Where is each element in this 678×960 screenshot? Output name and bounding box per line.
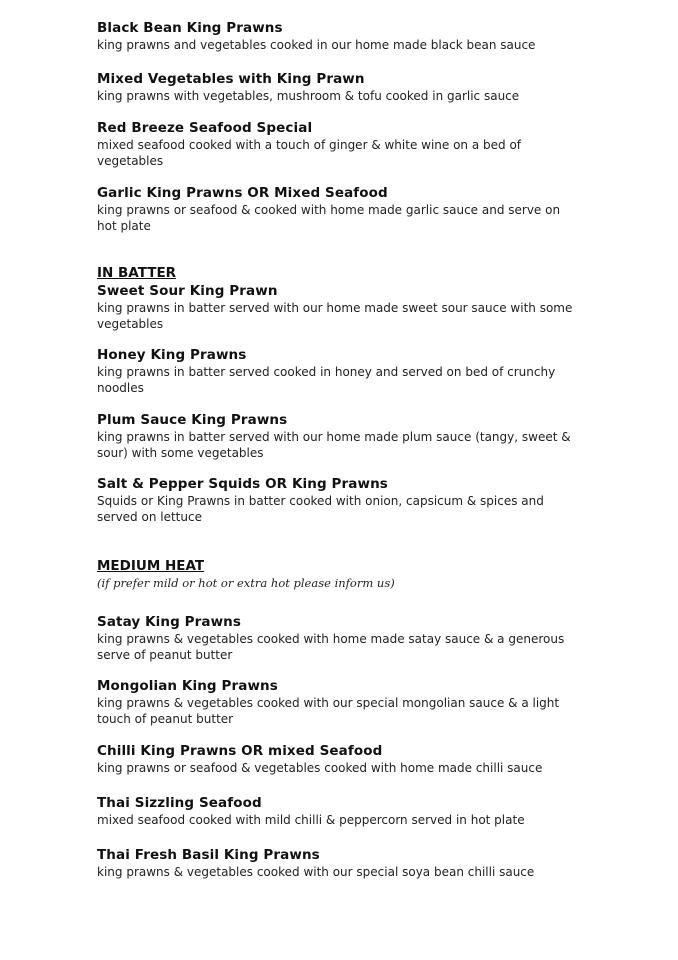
- menu-item: [97, 743, 657, 776]
- item-title: Salt & Pepper Squids OR King Prawns: [97, 476, 388, 492]
- item-description: king prawns or seafood & vegetables cooked with home made chilli sauce: [97, 761, 543, 775]
- item-title: Honey King Prawns: [97, 347, 247, 363]
- menu-item: [97, 847, 657, 880]
- item-title: Satay King Prawns: [97, 614, 242, 630]
- section-in-batter: [97, 265, 657, 282]
- menu-item: [97, 795, 657, 828]
- item-description: king prawns & vegetables cooked with our special mongolian sauce & a light touch of peanut butter: [97, 696, 560, 726]
- menu-item: [97, 71, 657, 104]
- item-title: Chilli King Prawns OR mixed Seafood: [97, 743, 383, 759]
- item-description: mixed seafood cooked with a touch of ginger & white wine on a bed of vegetables: [97, 138, 522, 168]
- menu-item: [97, 614, 657, 663]
- item-description: king prawns in batter served with our home made plum sauce (tangy, sweet & sour) with some vegetables: [97, 430, 571, 460]
- item-description: king prawns or seafood & cooked with home made garlic sauce and serve on hot plate: [97, 203, 561, 233]
- section-note: (if prefer mild or hot or extra hot please inform us): [97, 576, 395, 590]
- item-description: Squids or King Prawns in batter cooked with onion, capsicum & spices and served on lettuce: [97, 494, 544, 524]
- item-title: Red Breeze Seafood Special: [97, 120, 313, 136]
- menu-item: [97, 185, 657, 234]
- section-heading: MEDIUM HEAT: [97, 558, 205, 574]
- menu-item: [97, 20, 657, 53]
- item-title: Black Bean King Prawns: [97, 20, 283, 36]
- item-description: king prawns in batter served cooked in honey and served on bed of crunchy noodles: [97, 365, 556, 395]
- section-heading: IN BATTER: [97, 265, 177, 281]
- menu-item: [97, 476, 657, 525]
- menu-item: [97, 412, 657, 461]
- item-title: Garlic King Prawns OR Mixed Seafood: [97, 185, 388, 201]
- item-description: king prawns in batter served with our home made sweet sour sauce with some vegetables: [97, 301, 573, 331]
- item-title: Sweet Sour King Prawn: [97, 283, 278, 299]
- menu-item: [97, 283, 657, 332]
- item-title: Thai Sizzling Seafood: [97, 795, 262, 811]
- menu-page: [97, 0, 657, 960]
- item-description: king prawns with vegetables, mushroom & tofu cooked in garlic sauce: [97, 89, 520, 103]
- menu-item: [97, 347, 657, 396]
- section-medium-heat: [97, 558, 657, 591]
- item-description: king prawns & vegetables cooked with our special soya bean chilli sauce: [97, 865, 535, 879]
- item-title: Plum Sauce King Prawns: [97, 412, 288, 428]
- item-description: king prawns and vegetables cooked in our home made black bean sauce: [97, 38, 536, 52]
- item-description: mixed seafood cooked with mild chilli & peppercorn served in hot plate: [97, 813, 525, 827]
- item-title: Mongolian King Prawns: [97, 678, 278, 694]
- item-description: king prawns & vegetables cooked with home made satay sauce & a generous serve of peanut butter: [97, 632, 565, 662]
- item-title: Thai Fresh Basil King Prawns: [97, 847, 320, 863]
- item-title: Mixed Vegetables with King Prawn: [97, 71, 365, 87]
- menu-item: [97, 678, 657, 727]
- menu-item: [97, 120, 657, 169]
